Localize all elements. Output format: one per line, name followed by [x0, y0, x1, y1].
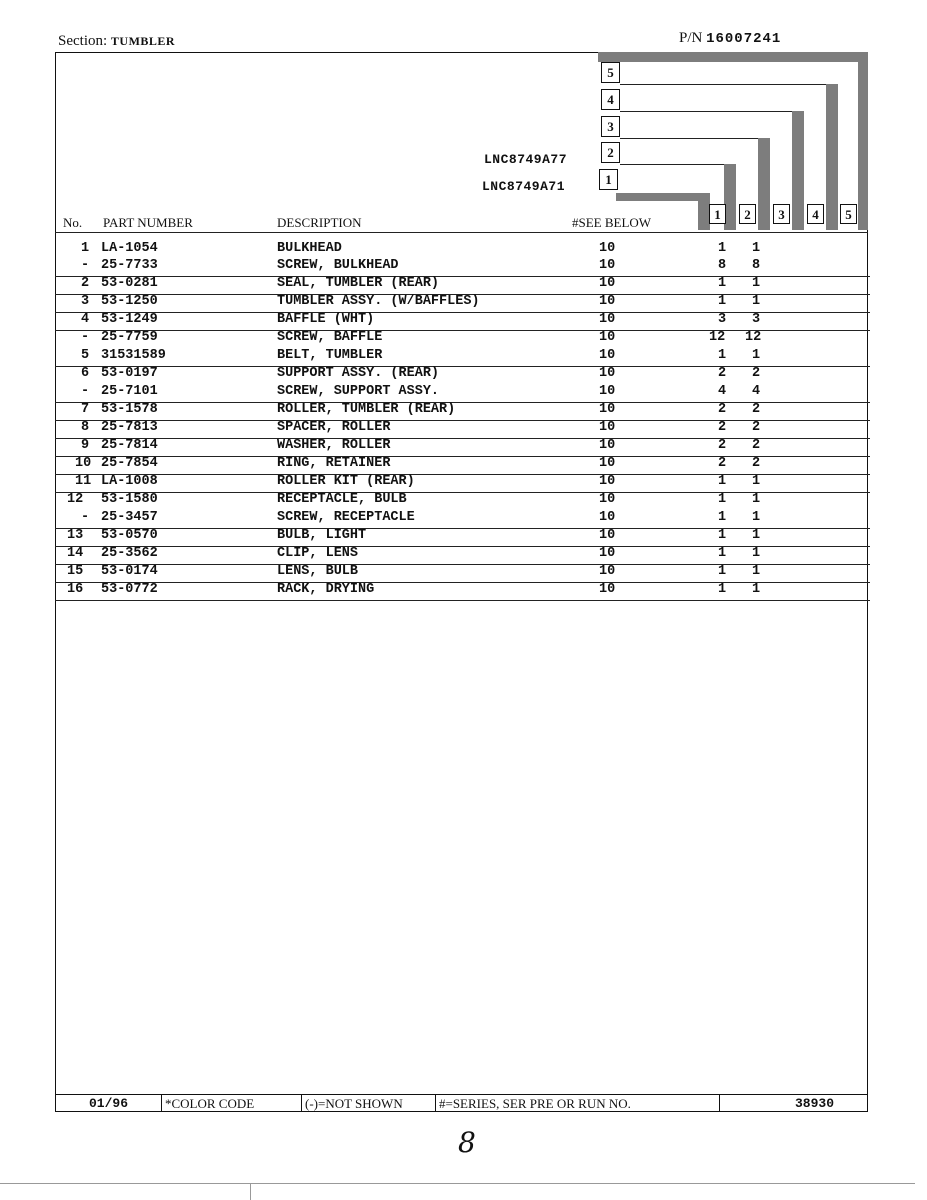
row-part-number: 25-3562: [101, 546, 158, 561]
table-row: [55, 546, 870, 565]
row-description: SUPPORT ASSY. (REAR): [277, 366, 440, 381]
table-row: [55, 474, 870, 493]
row-description: SEAL, TUMBLER (REAR): [277, 276, 440, 291]
row-qty-1: 1: [718, 546, 727, 561]
table-row: [55, 510, 870, 529]
row-series: 10: [599, 276, 616, 291]
row-part-number: 25-7733: [101, 258, 158, 273]
footer-sep: [435, 1095, 436, 1112]
row-part-number: 53-1578: [101, 402, 158, 417]
row-part-number: 25-7759: [101, 330, 158, 345]
row-part-number: 53-0174: [101, 564, 158, 579]
row-description: SCREW, BAFFLE: [277, 330, 383, 345]
row-description: BAFFLE (WHT): [277, 312, 375, 327]
row-qty-1: 8: [718, 258, 727, 273]
row-part-number: 25-7813: [101, 420, 158, 435]
section-label: Section:: [58, 33, 108, 49]
table-row: [55, 366, 870, 384]
row-series: 10: [599, 366, 616, 381]
legend-line-5: [620, 84, 828, 85]
row-qty-2: 1: [752, 294, 761, 309]
row-qty-1: 3: [718, 312, 727, 327]
row-qty-2: 2: [752, 402, 761, 417]
page-number: 8: [458, 1126, 476, 1159]
row-no: -: [81, 330, 90, 345]
footer-sep: [301, 1095, 302, 1112]
pn-label: P/N: [679, 30, 703, 46]
footer-doc-number: 38930: [795, 1096, 835, 1111]
header-no: No.: [63, 215, 83, 230]
row-part-number: 53-1250: [101, 294, 158, 309]
model-box-4: 4: [601, 89, 620, 110]
row-description: WASHER, ROLLER: [277, 438, 391, 453]
scan-edge-tick: [250, 1183, 251, 1200]
row-no: 4: [81, 312, 90, 327]
table-row: [55, 402, 870, 421]
row-series: 10: [599, 258, 616, 273]
row-qty-1: 1: [718, 294, 727, 309]
header-part-number: PART NUMBER: [103, 215, 193, 230]
row-qty-1: 2: [718, 438, 727, 453]
legend-bar-4: [792, 111, 804, 230]
row-qty-2: 2: [752, 420, 761, 435]
row-series: 10: [599, 241, 616, 256]
row-qty-1: 2: [718, 420, 727, 435]
row-no: 15: [67, 564, 84, 579]
footer-date: 01/96: [89, 1096, 129, 1111]
table-row: [55, 258, 870, 277]
row-qty-2: 1: [752, 492, 761, 507]
row-series: 10: [599, 564, 616, 579]
row-part-number: LA-1008: [101, 474, 158, 489]
row-qty-2: 1: [752, 348, 761, 363]
row-description: BELT, TUMBLER: [277, 348, 383, 363]
row-series: 10: [599, 582, 616, 597]
row-description: RECEPTACLE, BULB: [277, 492, 407, 507]
row-qty-2: 2: [752, 456, 761, 471]
col-header-4: 4: [807, 204, 824, 224]
table-row: [55, 528, 870, 547]
row-description: SPACER, ROLLER: [277, 420, 391, 435]
col-header-2: 2: [739, 204, 756, 224]
footer-sep: [719, 1095, 720, 1112]
row-qty-1: 4: [718, 384, 727, 399]
header-series: #SEE BELOW: [572, 215, 652, 230]
row-qty-1: 2: [718, 456, 727, 471]
col-header-5: 5: [840, 204, 857, 224]
model-code-1: LNC8749A71: [482, 179, 566, 194]
row-no: 7: [81, 402, 90, 417]
row-no: 14: [67, 546, 84, 561]
row-no: 5: [81, 348, 90, 363]
row-series: 10: [599, 330, 616, 345]
row-qty-1: 1: [718, 241, 727, 256]
row-no: 12: [67, 492, 84, 507]
legend-line-3: [620, 138, 760, 139]
table-row: [55, 438, 870, 457]
row-qty-2: 2: [752, 438, 761, 453]
table-row: [55, 564, 870, 583]
row-qty-1: 1: [718, 510, 727, 525]
row-part-number: 53-1249: [101, 312, 158, 327]
row-qty-1: 2: [718, 366, 727, 381]
row-qty-2: 1: [752, 510, 761, 525]
model-code-2: LNC8749A77: [484, 152, 568, 167]
row-qty-1: 1: [718, 528, 727, 543]
row-qty-2: 1: [752, 474, 761, 489]
table-row: [55, 276, 870, 295]
footer-legend: [55, 1094, 868, 1113]
row-qty-1: 12: [709, 330, 726, 345]
table-row: [55, 294, 870, 313]
section-heading: [58, 33, 175, 50]
row-no: 11: [75, 474, 92, 489]
pn-value: 16007241: [706, 31, 782, 47]
row-qty-2: 8: [752, 258, 761, 273]
row-series: 10: [599, 492, 616, 507]
row-part-number: 25-7814: [101, 438, 158, 453]
row-part-number: 31531589: [101, 348, 166, 363]
row-series: 10: [599, 420, 616, 435]
row-description: CLIP, LENS: [277, 546, 359, 561]
footer-not-shown: (-)=NOT SHOWN: [305, 1096, 403, 1111]
row-description: ROLLER, TUMBLER (REAR): [277, 402, 456, 417]
row-part-number: LA-1054: [101, 241, 158, 256]
row-description: SCREW, RECEPTACLE: [277, 510, 415, 525]
row-series: 10: [599, 456, 616, 471]
row-series: 10: [599, 546, 616, 561]
table-row: [55, 312, 870, 331]
row-qty-1: 1: [718, 564, 727, 579]
row-part-number: 53-0281: [101, 276, 158, 291]
row-part-number: 53-1580: [101, 492, 158, 507]
legend-line-4: [620, 111, 794, 112]
model-box-3: 3: [601, 116, 620, 137]
row-description: BULKHEAD: [277, 241, 342, 256]
table-row: [55, 420, 870, 439]
table-row: [55, 348, 870, 367]
row-qty-1: 2: [718, 402, 727, 417]
legend-line-2: [620, 164, 726, 165]
row-qty-1: 1: [718, 276, 727, 291]
part-number-heading: [679, 30, 781, 47]
header-description: DESCRIPTION: [277, 215, 362, 230]
row-description: SCREW, BULKHEAD: [277, 258, 399, 273]
row-part-number: 53-0772: [101, 582, 158, 597]
row-no: 8: [81, 420, 90, 435]
col-header-3: 3: [773, 204, 790, 224]
row-qty-2: 1: [752, 241, 761, 256]
scan-edge: [0, 1183, 915, 1184]
header-rule: [55, 232, 868, 233]
table-row: [55, 582, 870, 601]
row-no: -: [81, 510, 90, 525]
table-row: [55, 384, 870, 403]
table-row: [55, 330, 870, 348]
model-box-2: 2: [601, 142, 620, 163]
row-series: 10: [599, 528, 616, 543]
row-series: 10: [599, 384, 616, 399]
row-no: 16: [67, 582, 84, 597]
row-no: 10: [75, 456, 92, 471]
row-no: 13: [67, 528, 84, 543]
row-qty-2: 4: [752, 384, 761, 399]
row-qty-1: 1: [718, 474, 727, 489]
row-description: RACK, DRYING: [277, 582, 375, 597]
row-description: SCREW, SUPPORT ASSY.: [277, 384, 440, 399]
row-no: 2: [81, 276, 90, 291]
legend-bar-3: [758, 138, 770, 230]
legend-bar-5: [826, 84, 838, 230]
footer-color-code: *COLOR CODE: [165, 1096, 255, 1111]
row-no: -: [81, 258, 90, 273]
legend-shade-right: [858, 52, 868, 230]
row-no: -: [81, 384, 90, 399]
row-qty-1: 1: [718, 348, 727, 363]
section-value: TUMBLER: [110, 34, 176, 48]
row-no: 1: [81, 241, 90, 256]
row-part-number: 25-7854: [101, 456, 158, 471]
footer-sep: [161, 1095, 162, 1112]
row-qty-2: 12: [745, 330, 762, 345]
row-qty-2: 1: [752, 276, 761, 291]
legend-shade-top: [598, 52, 868, 62]
row-part-number: 53-0570: [101, 528, 158, 543]
row-qty-1: 1: [718, 492, 727, 507]
row-series: 10: [599, 348, 616, 363]
row-qty-2: 1: [752, 546, 761, 561]
model-box-5: 5: [601, 62, 620, 83]
row-series: 10: [599, 510, 616, 525]
row-series: 10: [599, 438, 616, 453]
row-description: TUMBLER ASSY. (W/BAFFLES): [277, 294, 480, 309]
legend-bar-1-top: [616, 193, 706, 201]
row-part-number: 25-7101: [101, 384, 158, 399]
row-qty-2: 1: [752, 564, 761, 579]
row-series: 10: [599, 474, 616, 489]
row-qty-2: 2: [752, 366, 761, 381]
row-part-number: 53-0197: [101, 366, 158, 381]
row-description: BULB, LIGHT: [277, 528, 367, 543]
row-qty-2: 1: [752, 582, 761, 597]
row-description: RING, RETAINER: [277, 456, 391, 471]
footer-series-note: #=SERIES, SER PRE OR RUN NO.: [439, 1096, 631, 1111]
row-qty-2: 3: [752, 312, 761, 327]
row-no: 3: [81, 294, 90, 309]
table-row: [55, 456, 870, 475]
row-series: 10: [599, 312, 616, 327]
table-row: [55, 241, 870, 259]
row-part-number: 25-3457: [101, 510, 158, 525]
col-header-1: 1: [709, 204, 726, 224]
row-no: 6: [81, 366, 90, 381]
row-description: ROLLER KIT (REAR): [277, 474, 415, 489]
table-row: [55, 492, 870, 510]
row-qty-2: 1: [752, 528, 761, 543]
row-series: 10: [599, 402, 616, 417]
row-qty-1: 1: [718, 582, 727, 597]
model-box-1: 1: [599, 169, 618, 190]
row-description: LENS, BULB: [277, 564, 359, 579]
row-no: 9: [81, 438, 90, 453]
row-series: 10: [599, 294, 616, 309]
